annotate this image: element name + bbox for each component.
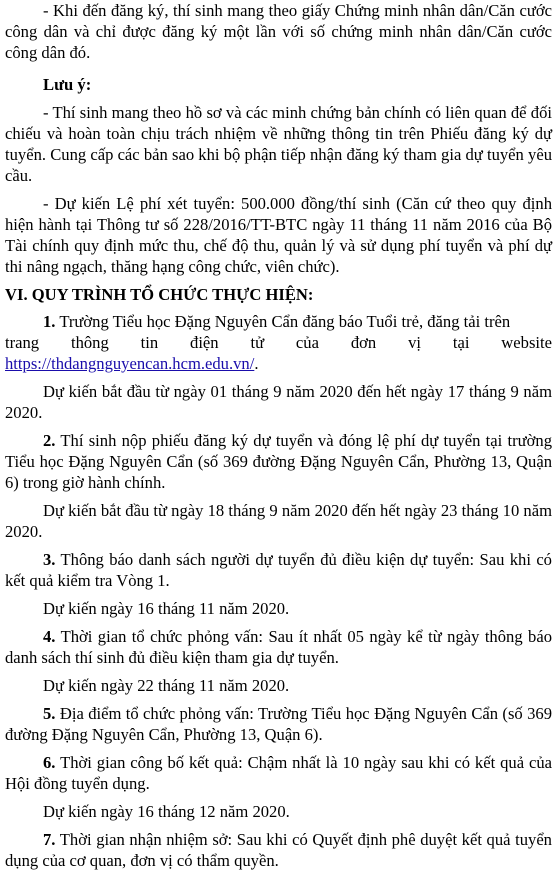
step-text: Thời gian công bố kết quả: Chậm nhất là 10 ngày sau khi có kết quả của Hội đồng tuyển dụng. — [5, 753, 552, 793]
step-6 — [5, 752, 552, 822]
step-text: Thời gian nhận nhiệm sở: Sau khi có Quyết định phê duyệt kết quả tuyển dụng của cơ quan, đơn vị có thẩm quyền. — [5, 830, 552, 870]
step-number: 4. — [43, 627, 56, 646]
paragraph-id-card: - Khi đến đăng ký, thí sinh mang theo giấy Chứng minh nhân dân/Căn cước công dân và chỉ được đăng ký một lần với số chứng minh nhân dân/Căn cước công dân đó. — [5, 1, 552, 62]
step-7 — [5, 829, 552, 871]
step-3 — [5, 549, 552, 619]
step-text: Thí sinh nộp phiếu đăng ký dự tuyển và đóng lệ phí dự tuyển tại trường Tiểu học Đặng Nguyên Cẩn (số 369 đường Đặng Nguyên Cẩn, Phường 13, Quận 6) trong giờ hành chính. — [5, 431, 552, 492]
link-suffix: . — [254, 354, 259, 373]
step-number: 5. — [43, 704, 56, 723]
step-schedule: Dự kiến ngày 16 tháng 12 năm 2020. — [43, 802, 290, 821]
step-schedule: Dự kiến bắt đầu từ ngày 01 tháng 9 năm 2020 đến hết ngày 17 tháng 9 năm 2020. — [5, 382, 552, 422]
step-text: Địa điểm tổ chức phỏng vấn: Trường Tiểu học Đặng Nguyên Cẩn (số 369 đường Đặng Nguyên Cẩn, Phường 13, Quận 6). — [5, 704, 552, 744]
website-link[interactable]: https://thdangnguyencan.hcm.edu.vn/ — [5, 354, 255, 373]
paragraph-note-2: - Dự kiến Lệ phí xét tuyển: 500.000 đồng/thí sinh (Căn cứ theo quy định hiện hành tại Thông tư số 228/2016/TT-BTC ngày 11 tháng 11 năm 2016 của Bộ Tài chính quy định mức thu, chế độ thu, quản lý và sử dụng phí tuyển và phí dự thi nâng ngạch, thăng hạng công chức, viên chức). — [5, 194, 552, 276]
step-1 — [5, 311, 552, 423]
step-schedule: Dự kiến bắt đầu từ ngày 18 tháng 9 năm 2020 đến hết ngày 23 tháng 10 năm 2020. — [5, 501, 552, 541]
paragraph-note-1: - Thí sinh mang theo hồ sơ và các minh chứng bản chính có liên quan để đối chiếu và hoàn toàn chịu trách nhiệm về những thông tin trên Phiếu đăng ký dự tuyển. Cung cấp các bản sao khi bộ phận tiếp nhận đăng ký tham gia dự tuyển yêu cầu. — [5, 103, 552, 185]
step-text: Trường Tiểu học Đặng Nguyên Cẩn đăng báo Tuổi trẻ, đăng tải trên — [59, 312, 511, 331]
section-heading: VI. QUY TRÌNH TỔ CHỨC THỰC HIỆN: — [5, 285, 314, 304]
step-text: Thời gian tổ chức phỏng vấn: Sau ít nhất 05 ngày kể từ ngày thông báo danh sách thí sinh đủ điều kiện tham gia dự tuyển. — [5, 627, 552, 667]
step-schedule: Dự kiến ngày 16 tháng 11 năm 2020. — [43, 599, 290, 618]
step-5 — [5, 703, 552, 745]
step-schedule: Dự kiến ngày 22 tháng 11 năm 2020. — [43, 676, 290, 695]
step-number: 1. — [43, 312, 56, 331]
step-number: 2. — [43, 431, 56, 450]
step-2 — [5, 430, 552, 542]
step-number: 6. — [43, 753, 56, 772]
step-text: Thông báo danh sách người dự tuyển đủ điều kiện dự tuyển: Sau khi có kết quả kiểm tra Vòng 1. — [5, 550, 552, 590]
step-text-line-2: trang thông tin điện tử của đơn vị tại website — [5, 333, 552, 352]
step-number: 3. — [43, 550, 56, 569]
step-number: 7. — [43, 830, 56, 849]
note-title: Lưu ý: — [43, 75, 92, 94]
step-4 — [5, 626, 552, 696]
